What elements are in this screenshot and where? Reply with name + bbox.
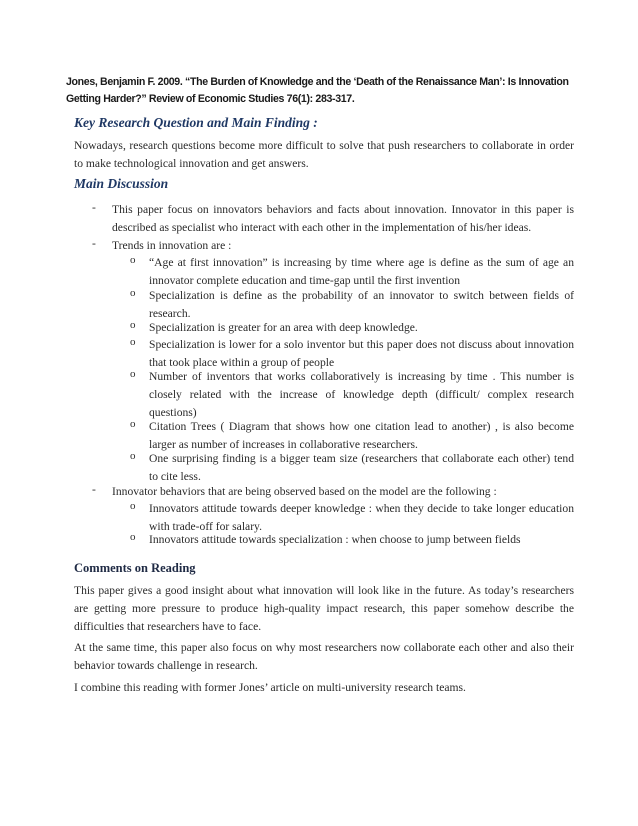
discussion-item: Trends in innovation are : [112, 239, 232, 252]
comments-heading: Comments on Reading [74, 561, 196, 575]
dash-marker: - [92, 201, 96, 214]
trend-item: Specialization is define as the probability of an innovator to switch between fields of research. [149, 289, 574, 320]
dash-marker: - [92, 483, 96, 496]
behavior-item: Innovators attitude towards deeper knowledge : when they decide to take longer education with trade-off for salary. [149, 502, 574, 533]
bullet-marker: o [130, 368, 136, 380]
trend-item: “Age at first innovation” is increasing by time where age is define as the sum of age an innovator complete education and time-gap until the first invention [149, 256, 574, 287]
bullet-marker: o [130, 319, 136, 331]
bullet-marker: o [130, 254, 136, 266]
bullet-marker: o [130, 418, 136, 430]
comment-paragraph: At the same time, this paper also focus on why most researchers now collaborate each other and also their behavior towards challenge in research. [74, 641, 574, 672]
trend-item: Number of inventors that works collaboratively is increasing by time . This number is closely related with the increase of knowledge depth (difficult/ complex research questions) [149, 370, 574, 419]
main-discussion-heading: Main Discussion [74, 176, 169, 191]
behavior-item: Innovators attitude towards specialization : when choose to jump between fields [149, 533, 521, 546]
trend-item: Specialization is greater for an area with deep knowledge. [149, 321, 418, 334]
trend-item: Specialization is lower for a solo inventor but this paper does not discuss about innovation that took place within a group of people [149, 338, 574, 369]
bullet-marker: o [130, 531, 136, 543]
bullet-marker: o [130, 500, 136, 512]
comment-paragraph: I combine this reading with former Jones’ article on multi-university research teams. [74, 681, 466, 694]
citation: Jones, Benjamin F. 2009. “The Burden of Knowledge and the ‘Death of the Renaissance Man’: Is Innovation Getting Harder?” Review of Economic Studies 76(1): 283-317. [66, 76, 569, 105]
discussion-item: This paper focus on innovators behaviors and facts about innovation. Innovator in this paper is described as specialist who interact with each other in the implementation of his/her ideas. [112, 203, 574, 234]
key-question-text: Nowadays, research questions become more difficult to solve that push researchers to collaborate in order to make technological innovation and get answers. [74, 139, 574, 170]
dash-marker: - [92, 237, 96, 250]
comment-paragraph: This paper gives a good insight about what innovation will look like in the future. As today’s researchers are getting more pressure to produce high-quality impact research, this paper somehow describe the difficulties that researchers have to face. [74, 584, 574, 633]
discussion-item: Innovator behaviors that are being observed based on the model are the following : [112, 485, 497, 498]
trend-item: Citation Trees ( Diagram that shows how one citation lead to another) , is also become larger as number of increases in collaborative researchers. [149, 420, 574, 451]
key-question-heading: Key Research Question and Main Finding : [74, 115, 318, 130]
trend-item: One surprising finding is a bigger team size (researchers that collaborate each other) tend to cite less. [149, 452, 574, 483]
bullet-marker: o [130, 450, 136, 462]
bullet-marker: o [130, 287, 136, 299]
bullet-marker: o [130, 336, 136, 348]
